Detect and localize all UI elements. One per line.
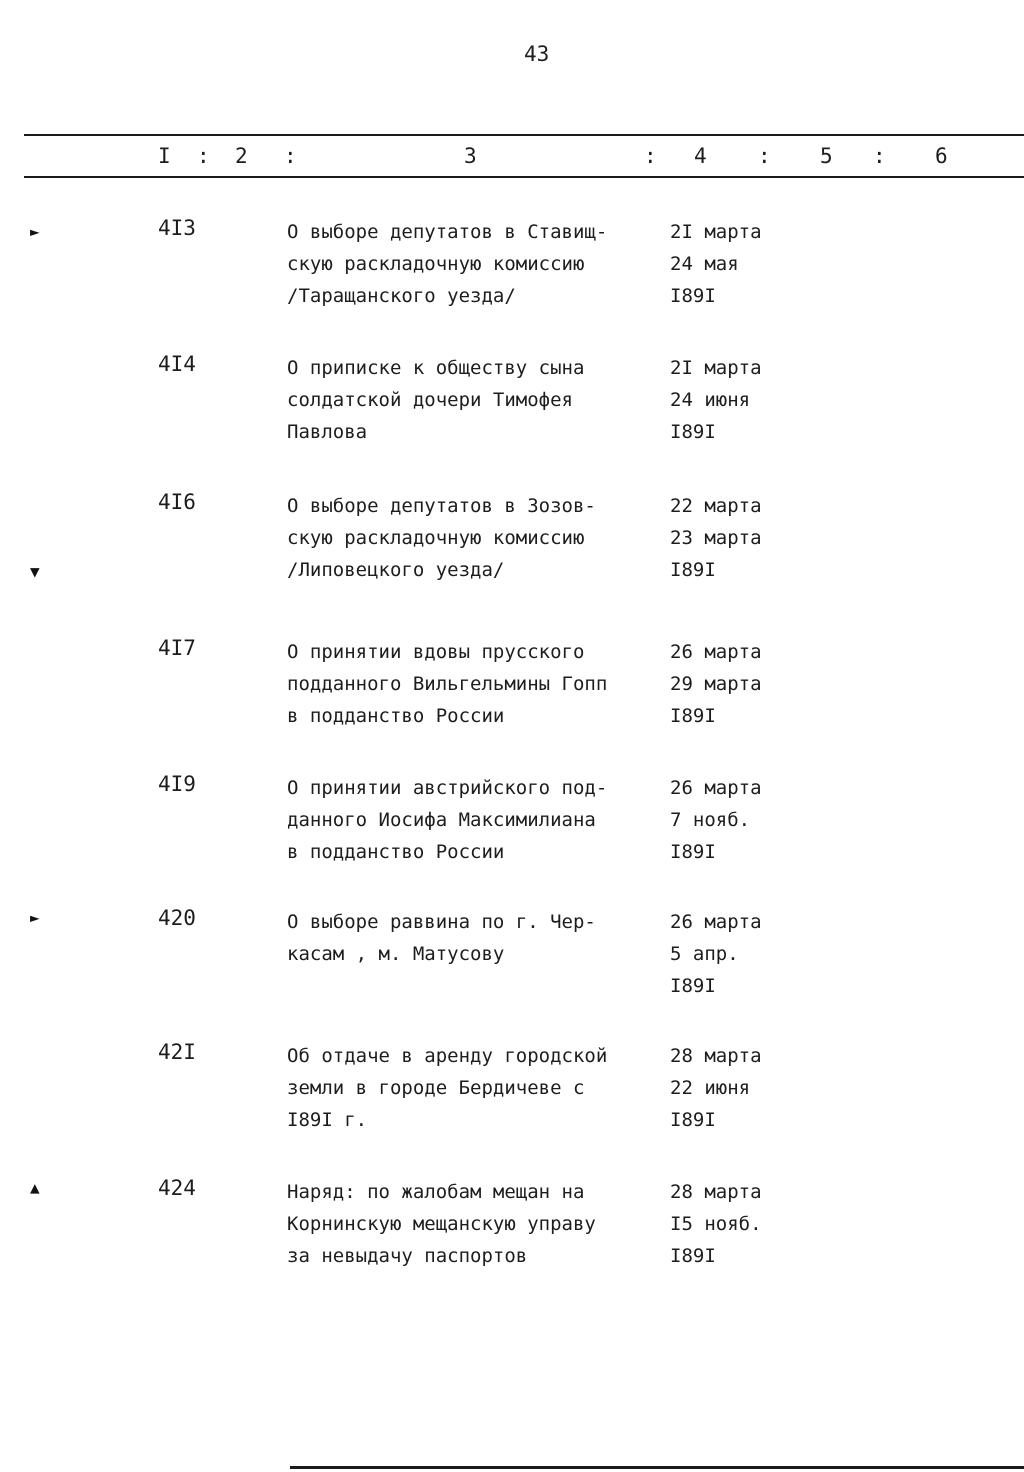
entry-dates [670,216,762,312]
title-line: за невыдачу паспортов [287,1245,528,1267]
entry-number: 424 [158,1176,196,1200]
entry-number: 4I9 [158,772,196,796]
title-line: О принятии австрийского под- [287,777,608,799]
entry-dates [670,636,762,732]
date-line: 7 нояб. [670,809,751,831]
title-line: /Липовецкого уезда/ [287,559,505,581]
date-line: 26 марта [670,777,762,799]
title-line: О выборе депутатов в Ставищ- [287,221,608,243]
column-separator: : [873,144,886,168]
column-header: 2 [235,144,248,168]
date-line: 29 марта [670,673,762,695]
title-line: Об отдаче в аренду городской [287,1045,608,1067]
table-row [0,906,1024,1016]
margin-mark-icon: ▲ [30,1178,40,1197]
date-line: I89I [670,705,716,727]
entry-title [287,906,657,970]
column-separator: : [284,144,297,168]
title-line: I89I г. [287,1109,368,1131]
entry-title [287,636,657,732]
entry-number: 4I3 [158,216,196,240]
date-line: 26 марта [670,911,762,933]
column-header: 4 [694,144,707,168]
date-line: 2I марта [670,221,762,243]
entry-title [287,772,657,868]
date-line: 26 марта [670,641,762,663]
table-row [0,352,1024,462]
entry-number: 420 [158,906,196,930]
table-row [0,1040,1024,1150]
entry-number: 4I7 [158,636,196,660]
table-row [0,216,1024,326]
title-line: О приписке к обществу сына [287,357,585,379]
title-line: /Таращанского уезда/ [287,285,516,307]
table-row [0,1176,1024,1286]
date-line: 22 марта [670,495,762,517]
date-line: I89I [670,285,716,307]
date-line: I89I [670,1109,716,1131]
entry-dates [670,906,762,1002]
table-row [0,490,1024,600]
title-line: в подданство России [287,841,505,863]
footer-rule [290,1466,1024,1469]
date-line: I5 нояб. [670,1213,762,1235]
title-line: земли в городе Бердичеве с [287,1077,585,1099]
title-line: О принятии вдовы прусского [287,641,585,663]
column-separator: : [758,144,771,168]
title-line: в подданство России [287,705,505,727]
entry-title [287,352,657,448]
margin-mark-icon: ► [30,222,40,241]
entry-dates [670,352,762,448]
table-row [0,636,1024,746]
header-rule-bottom [24,176,1024,178]
title-line: скую раскладочную комиссию [287,253,585,275]
column-header: 3 [464,144,477,168]
date-line: I89I [670,559,716,581]
column-header: 6 [935,144,948,168]
title-line: данного Иосифа Максимилиана [287,809,596,831]
title-line: О выборе депутатов в Зозов- [287,495,596,517]
entry-dates [670,490,762,586]
date-line: 28 марта [670,1181,762,1203]
date-line: I89I [670,841,716,863]
date-line: 2I марта [670,357,762,379]
column-header: I [158,144,171,168]
date-line: 24 мая [670,253,739,275]
title-line: О выборе раввина по г. Чер- [287,911,596,933]
entry-dates [670,1040,762,1136]
page-number: 43 [524,42,550,66]
entry-number: 42I [158,1040,196,1064]
title-line: солдатской дочери Тимофея [287,389,573,411]
date-line: I89I [670,1245,716,1267]
column-separator: : [197,144,210,168]
date-line: 22 июня [670,1077,751,1099]
entry-dates [670,772,762,868]
column-header: 5 [820,144,833,168]
table-row [0,772,1024,882]
title-line: Наряд: по жалобам мещан на [287,1181,585,1203]
date-line: I89I [670,975,716,997]
title-line: касам , м. Матусову [287,943,505,965]
entry-dates [670,1176,762,1272]
date-line: I89I [670,421,716,443]
margin-mark-icon: ▼ [30,562,40,581]
title-line: скую раскладочную комиссию [287,527,585,549]
entry-number: 4I4 [158,352,196,376]
entry-number: 4I6 [158,490,196,514]
title-line: подданного Вильгельмины Гопп [287,673,608,695]
date-line: 28 марта [670,1045,762,1067]
title-line: Павлова [287,421,368,443]
date-line: 5 апр. [670,943,739,965]
date-line: 24 июня [670,389,751,411]
date-line: 23 марта [670,527,762,549]
margin-mark-icon: ► [30,908,40,927]
title-line: Корнинскую мещанскую управу [287,1213,596,1235]
entry-title [287,216,657,312]
entry-title [287,1040,657,1136]
column-separator: : [644,144,657,168]
entry-title [287,1176,657,1272]
entry-title [287,490,657,586]
header-rule-top [24,134,1024,136]
